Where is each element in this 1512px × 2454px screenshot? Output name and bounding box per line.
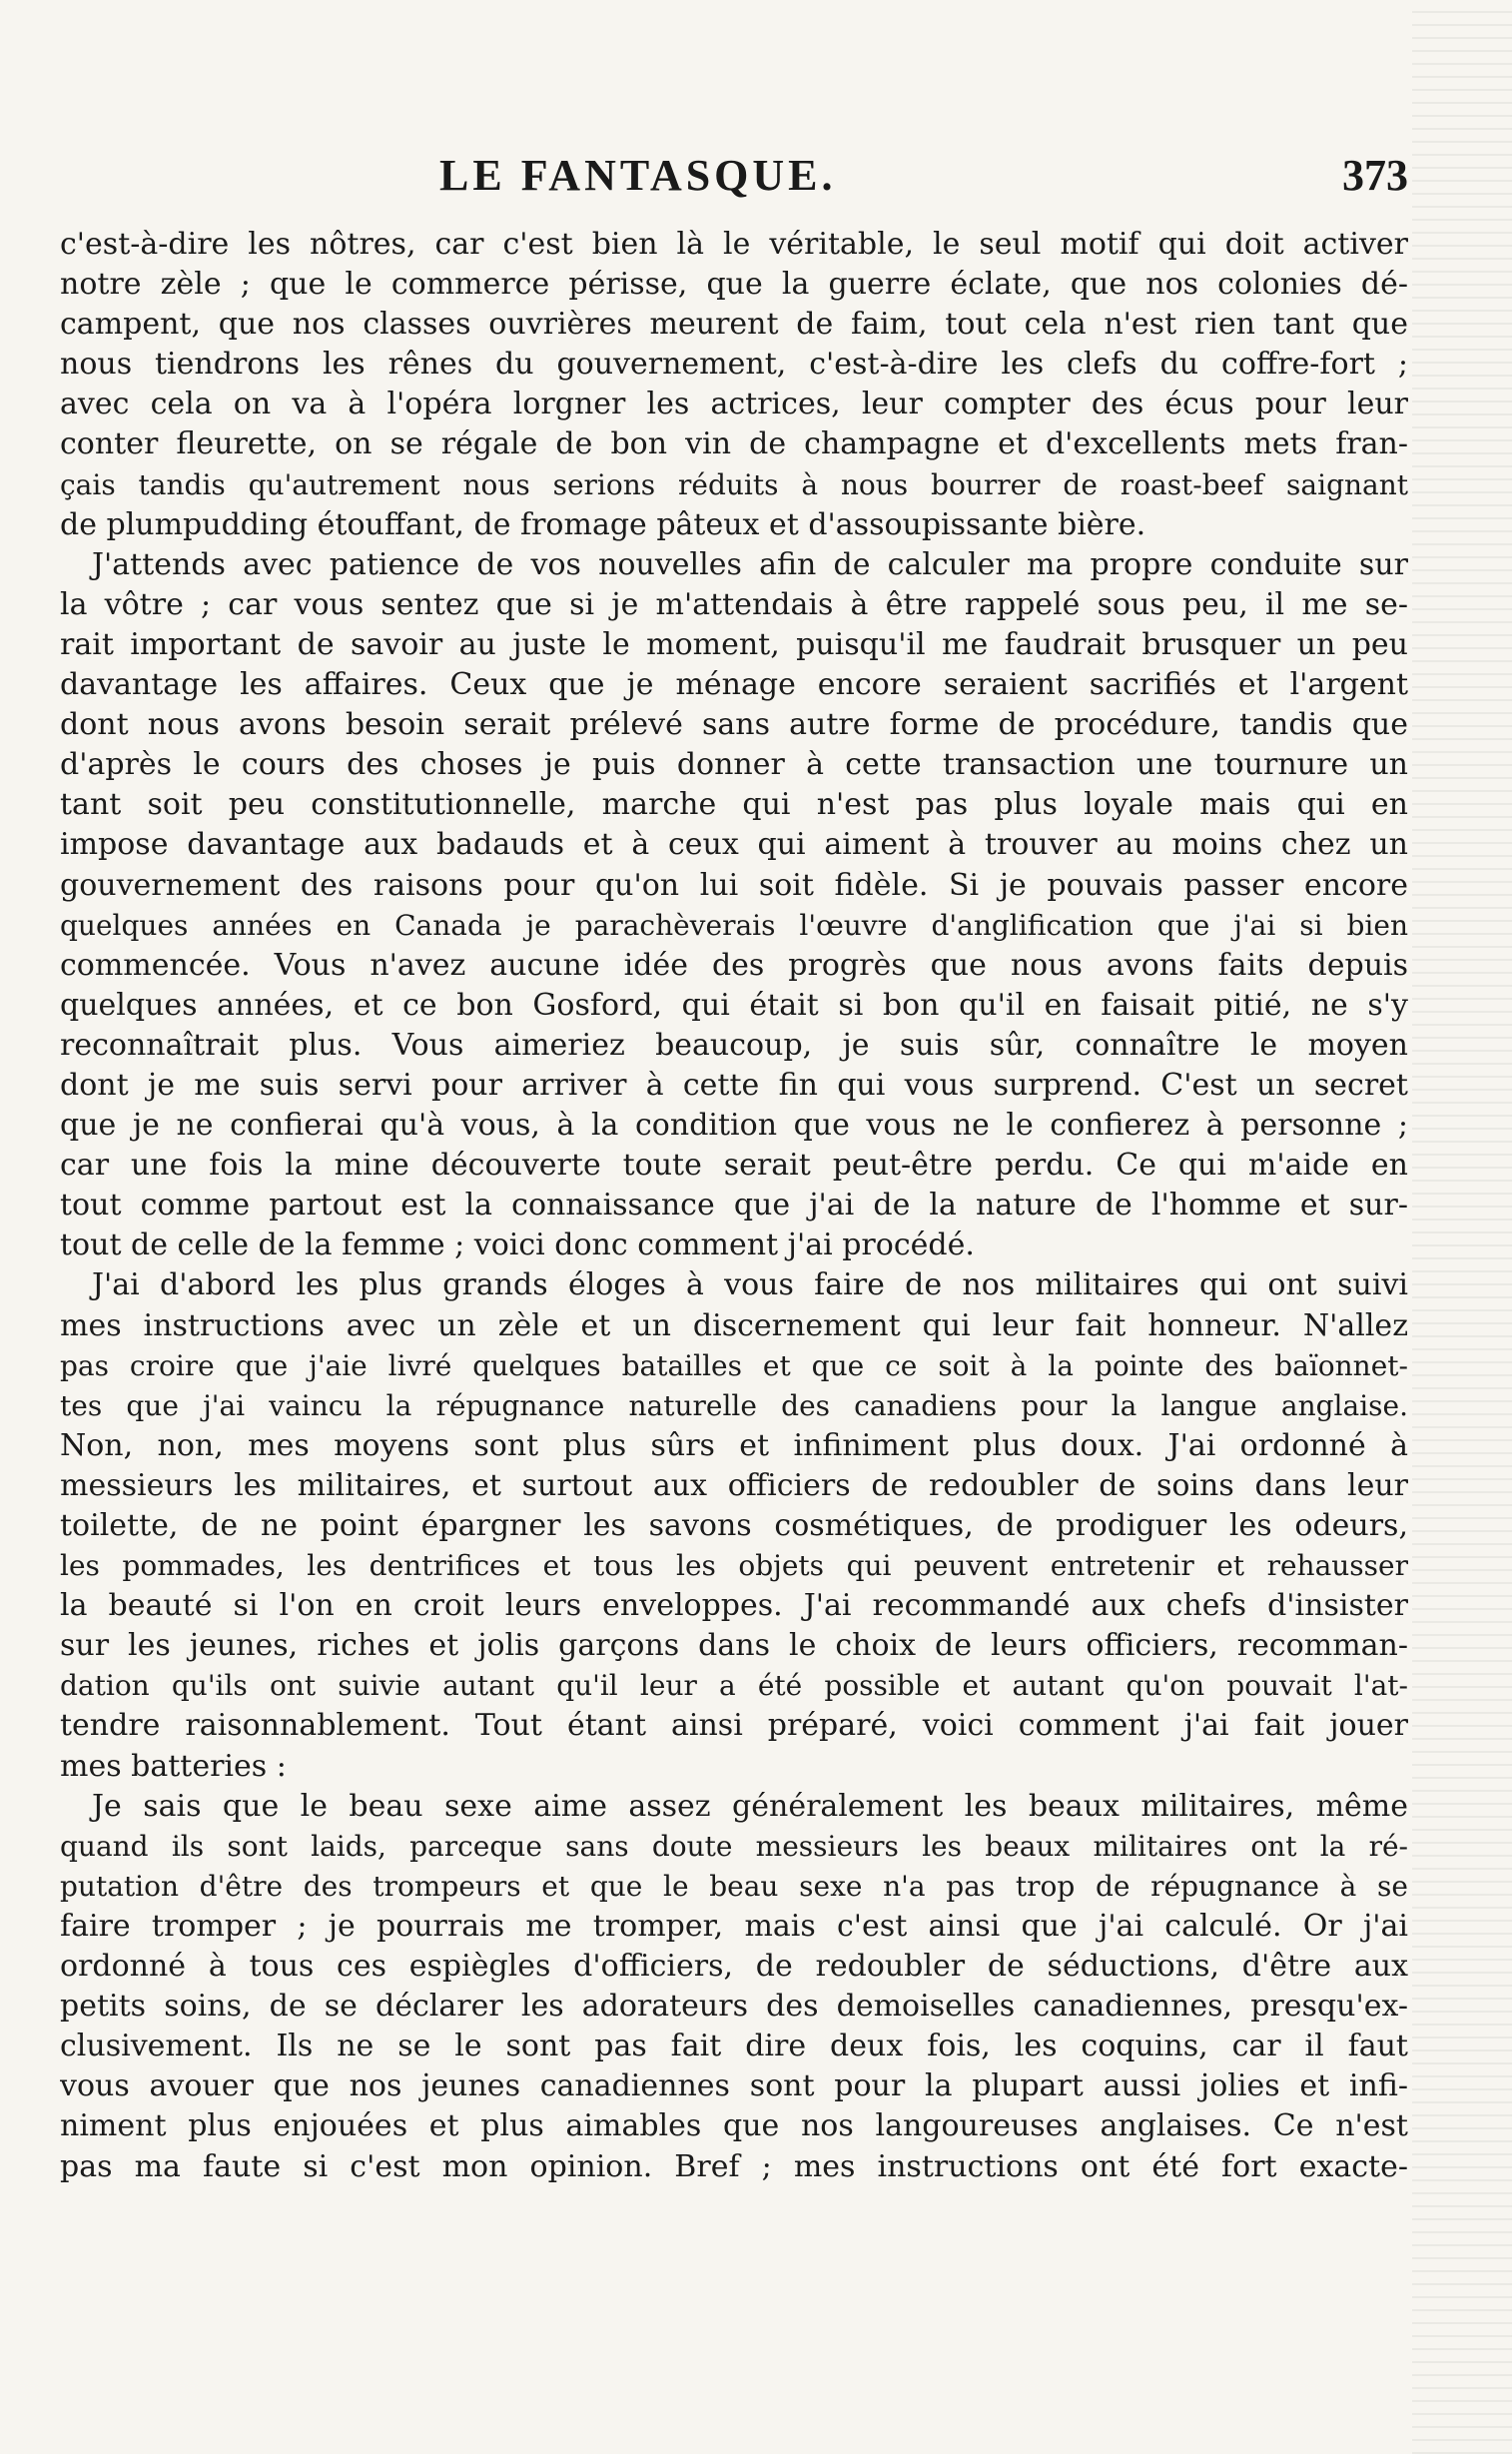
text-line: tout comme partout est la connaissance que j'ai de la nature de l'homme et sur- [60, 1188, 1408, 1224]
text-line: nous tiendrons les rênes du gouvernement, c'est-à-dire les clefs du coffre-fort ; [60, 347, 1408, 383]
text-line: avec cela on va à l'opéra lorgner les actrices, leur compter des écus pour leur [60, 387, 1408, 422]
text-line: les pommades, les dentrifices et tous les objets qui peuvent entretenir et rehausser [60, 1549, 1408, 1583]
text-line: sur les jeunes, riches et jolis garçons dans le choix de leurs officiers, recomman- [60, 1628, 1408, 1664]
text-line: car une fois la mine découverte toute serait peut-être perdu. Ce qui m'aide en [60, 1148, 1408, 1184]
text-line: petits soins, de se déclarer les adorateurs des demoiselles canadiennes, presqu'ex- [60, 1989, 1408, 2025]
text-line: Je sais que le beau sexe aime assez généralement les beaux militaires, même [92, 1788, 1408, 1824]
text-line: d'après le cours des choses je puis donner à cette transaction une tournure un [60, 747, 1408, 783]
text-line: commencée. Vous n'avez aucune idée des progrès que nous avons faits depuis [60, 947, 1408, 983]
text-line: la vôtre ; car vous sentez que si je m'attendais à être rappelé sous peu, il me se- [60, 586, 1408, 622]
text-line: impose davantage aux badauds et à ceux qui aiment à trouver au moins chez un [60, 827, 1408, 863]
text-line: tout de celle de la femme ; voici donc comment j'ai procédé. [60, 1227, 975, 1263]
text-line: pas ma faute si c'est mon opinion. Bref ; mes instructions ont été fort exacte- [60, 2148, 1408, 2184]
text-line: campent, que nos classes ouvrières meurent de faim, tout cela n'est rien tant que [60, 307, 1408, 343]
text-line: putation d'être des trompeurs et que le beau sexe n'a pas trop de répugnance à se [60, 1869, 1408, 1903]
text-line: messieurs les militaires, et surtout aux officiers de redoubler de soins dans leur [60, 1467, 1408, 1503]
text-line: notre zèle ; que le commerce périsse, que la guerre éclate, que nos colonies dé- [60, 267, 1408, 303]
text-line: clusivement. Ils ne se le sont pas fait dire deux fois, les coquins, car il faut [60, 2029, 1408, 2064]
scan-noise-edge [1412, 0, 1512, 2454]
text-line: mes batteries : [60, 1748, 287, 1784]
text-line: Non, non, mes moyens sont plus sûrs et infiniment plus doux. J'ai ordonné à [60, 1427, 1408, 1463]
running-title: LE FANTASQUE. [439, 151, 837, 200]
text-line: dation qu'ils ont suivie autant qu'il leur a été possible et autant qu'on pouvait l'at- [60, 1669, 1408, 1703]
text-line: quelques années en Canada je parachèverais l'œuvre d'anglification que j'ai si bien [60, 908, 1408, 942]
text-line: reconnaîtrait plus. Vous aimeriez beaucoup, je suis sûr, connaître le moyen [60, 1027, 1408, 1063]
text-line: niment plus enjouées et plus aimables que nos langoureuses anglaises. Ce n'est [60, 2108, 1408, 2144]
text-line: que je ne confierai qu'à vous, à la condition que vous ne le confierez à personne ; [60, 1108, 1408, 1144]
text-line: conter fleurette, on se régale de bon vin de champagne et d'excellents mets fran- [60, 426, 1408, 462]
text-line: ordonné à tous ces espiègles d'officiers, de redoubler de séductions, d'être aux [60, 1949, 1408, 1985]
text-line: çais tandis qu'autrement nous serions réduits à nous bourrer de roast-beef saignant [60, 467, 1408, 501]
text-line: tendre raisonnablement. Tout étant ainsi préparé, voici comment j'ai fait jouer [60, 1708, 1408, 1744]
text-line: vous avouer que nos jeunes canadiennes sont pour la plupart aussi jolies et infi- [60, 2068, 1408, 2104]
text-line: quand ils sont laids, parceque sans doute messieurs les beaux militaires ont la ré- [60, 1829, 1408, 1863]
text-line: gouvernement des raisons pour qu'on lui soit fidèle. Si je pouvais passer encore [60, 867, 1408, 903]
text-line: toilette, de ne point épargner les savons cosmétiques, de prodiguer les odeurs, [60, 1508, 1408, 1543]
text-line: tes que j'ai vaincu la répugnance naturelle des canadiens pour la langue anglaise. [60, 1388, 1408, 1422]
text-line: tant soit peu constitutionnelle, marche qui n'est pas plus loyale mais qui en [60, 787, 1408, 823]
text-line: davantage les affaires. Ceux que je ménage encore seraient sacrifiés et l'argent [60, 667, 1408, 703]
text-line: dont je me suis servi pour arriver à cette fin qui vous surprend. C'est un secret [60, 1067, 1408, 1103]
text-line: mes instructions avec un zèle et un discernement qui leur fait honneur. N'allez [60, 1307, 1408, 1343]
text-line: dont nous avons besoin serait prélevé sans autre forme de procédure, tandis que [60, 707, 1408, 743]
page-number: 373 [1342, 151, 1408, 200]
text-line: c'est-à-dire les nôtres, car c'est bien là le véritable, le seul motif qui doit activer [60, 227, 1408, 262]
text-line: de plumpudding étouffant, de fromage pâteux et d'assoupissante bière. [60, 506, 1146, 542]
text-line: J'attends avec patience de vos nouvelles afin de calculer ma propre conduite sur [92, 546, 1408, 582]
text-line: rait important de savoir au juste le moment, puisqu'il me faudrait brusquer un peu [60, 626, 1408, 662]
text-line: pas croire que j'aie livré quelques batailles et que ce soit à la pointe des baïonnet- [60, 1348, 1408, 1382]
page-header [70, 150, 1408, 220]
text-line: J'ai d'abord les plus grands éloges à vous faire de nos militaires qui ont suivi [92, 1267, 1408, 1303]
text-line: quelques années, et ce bon Gosford, qui était si bon qu'il en faisait pitié, ne s'y [60, 987, 1408, 1023]
text-line: faire tromper ; je pourrais me tromper, mais c'est ainsi que j'ai calculé. Or j'ai [60, 1908, 1408, 1944]
body-text [60, 225, 1408, 2187]
text-line: la beauté si l'on en croit leurs enveloppes. J'ai recommandé aux chefs d'insister [60, 1588, 1408, 1624]
